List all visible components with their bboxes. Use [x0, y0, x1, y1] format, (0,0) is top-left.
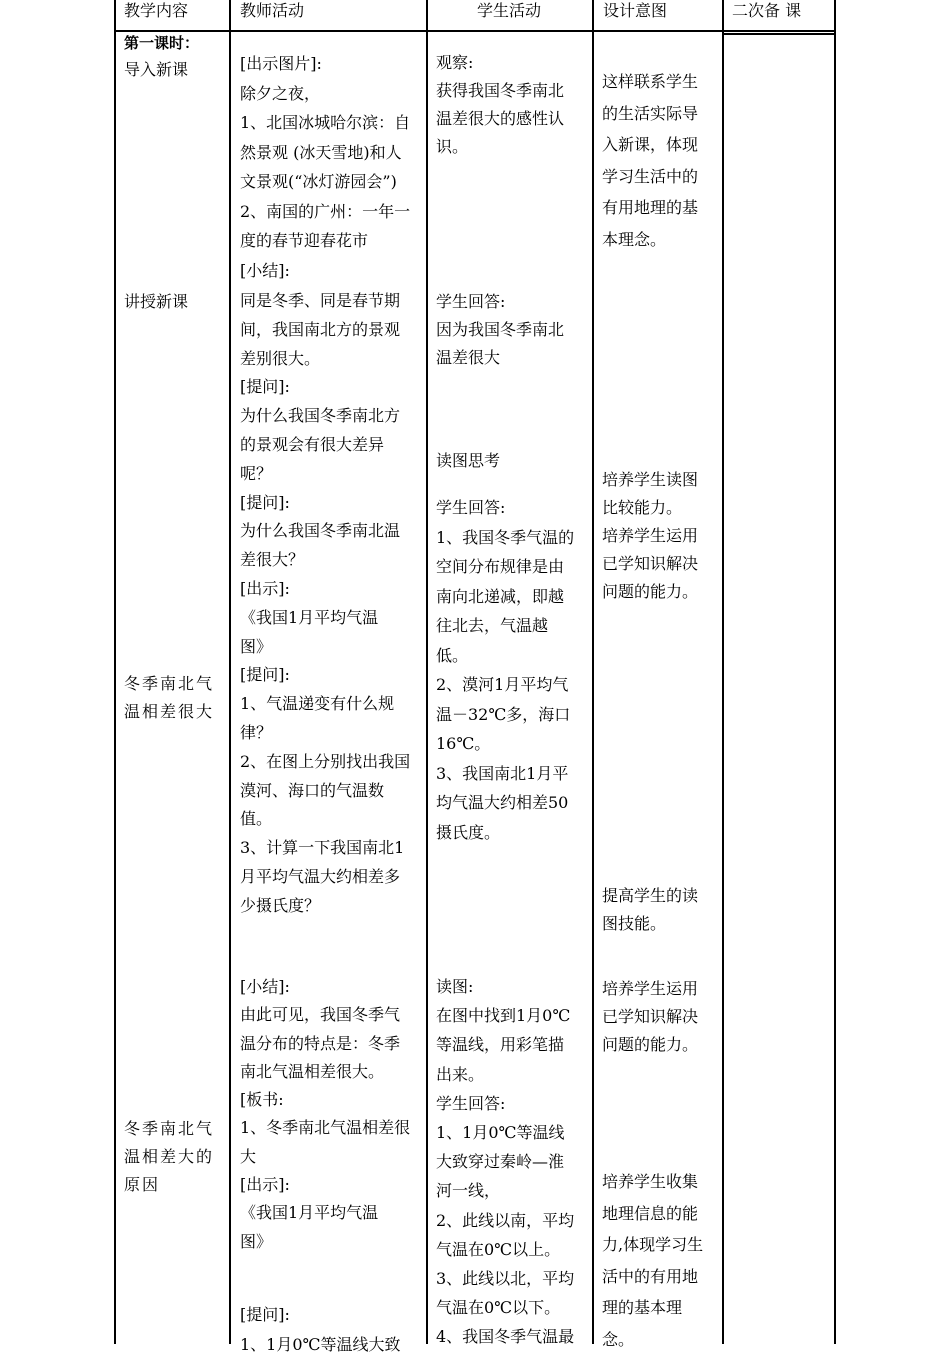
- text-line: 值。: [240, 809, 273, 829]
- section-teach: 讲授新课: [124, 292, 189, 311]
- text-line: 空间分布规律是由: [436, 557, 565, 576]
- design-intent-intro: [602, 66, 698, 255]
- text-line: 间，我国南北方的景观: [240, 319, 401, 339]
- text-line: 3、此线以北，平均: [436, 1269, 575, 1289]
- text-line: 地理信息的能: [602, 1203, 699, 1223]
- text-line: [板书:: [240, 1090, 284, 1110]
- header-divider: [114, 30, 836, 32]
- teacher-activity-intro: [240, 49, 410, 285]
- text-line: 理的基本理: [602, 1298, 683, 1317]
- text-line: 培养学生读图: [602, 470, 699, 489]
- text-line: 南向北递减，即越: [436, 586, 565, 606]
- column-divider: [229, 0, 231, 1344]
- text-line: 1、1月0℃等温线: [436, 1123, 565, 1143]
- text-line: 的生活实际导: [602, 103, 699, 123]
- text-line: 低。: [436, 645, 469, 665]
- text-line: 大致穿过秦岭—淮: [436, 1152, 565, 1172]
- text-line: 气温在0℃以下。: [436, 1298, 561, 1318]
- header-content: 教学内容: [124, 1, 189, 20]
- text-line: 学生回答:: [436, 1093, 506, 1113]
- text-line: 为什么我国冬季南北方: [240, 406, 401, 426]
- text-line: 图技能。: [602, 914, 667, 933]
- text-line: 均气温大约相差50: [436, 793, 569, 812]
- text-line: 律？: [240, 722, 273, 742]
- text-line: 图》: [240, 1231, 273, 1251]
- text-line: 温相差很大: [124, 702, 215, 721]
- text-line: 2、漠河1月平均气: [436, 675, 569, 694]
- text-line: 少摄氏度？: [240, 895, 321, 915]
- text-line: 念。: [602, 1329, 635, 1349]
- text-line: 温相差大的: [124, 1147, 215, 1166]
- column-divider: [722, 0, 724, 1344]
- text-line: [小结]:: [240, 977, 290, 996]
- topic-winter-temp-difference: [124, 670, 214, 726]
- text-line: 《我国1月平均气温: [240, 1203, 379, 1223]
- text-line: 图》: [240, 636, 273, 656]
- teacher-activity-summary: [240, 973, 410, 1256]
- text-line: 差很大？: [240, 550, 305, 570]
- text-line: 气温在0℃以上。: [436, 1239, 561, 1259]
- text-line: 文景观(“冰灯游园会”): [240, 172, 397, 191]
- text-line: 4、我国冬季气温最: [436, 1327, 575, 1347]
- text-line: 河一线，: [436, 1181, 501, 1201]
- lesson-label: 第一课时：: [124, 34, 200, 52]
- text-line: 16℃。: [436, 734, 491, 753]
- text-line: 温－32℃多，海口: [436, 704, 571, 724]
- text-line: 差别很大。: [240, 348, 321, 368]
- text-line: 的景观会有很大差异: [240, 434, 385, 454]
- text-line: 温差很大: [436, 348, 501, 367]
- text-line: 3、计算一下我国南北1: [240, 838, 405, 858]
- text-line: 入新课，体现: [602, 135, 699, 154]
- text-line: [提问]:: [240, 1305, 290, 1324]
- student-activity-observe: [436, 49, 564, 161]
- text-line: 1、北国冰城哈尔滨：自: [240, 113, 411, 132]
- text-line: 比较能力。: [602, 498, 683, 517]
- text-line: 度的春节迎春花市: [240, 231, 369, 250]
- design-intent-apply-knowledge: [602, 975, 698, 1059]
- text-line: 漠河、海口的气温数: [240, 780, 385, 800]
- table-border-right: [834, 0, 836, 1344]
- text-line: 获得我国冬季南北: [436, 81, 565, 100]
- text-line: 本理念。: [602, 229, 667, 249]
- text-line: 1、气温递变有什么规: [240, 694, 395, 714]
- student-activity-answers-2: [436, 972, 574, 1352]
- teacher-activity-questions: [240, 287, 410, 921]
- text-line: 1、1月0℃等温线大致: [240, 1335, 401, 1354]
- text-line: 学习生活中的: [602, 166, 699, 186]
- text-line: 出来。: [436, 1064, 485, 1084]
- text-line: 活中的有用地: [602, 1266, 699, 1286]
- text-line: 在图中找到1月0℃: [436, 1006, 571, 1026]
- text-line: 问题的能力。: [602, 582, 699, 601]
- text-line: 培养学生运用: [602, 526, 699, 545]
- text-line: 大: [240, 1146, 257, 1166]
- student-activity-answer: [436, 288, 564, 372]
- topic-difference-causes: [124, 1115, 214, 1199]
- text-line: 1、我国冬季气温的: [436, 527, 575, 547]
- text-line: 培养学生收集: [602, 1172, 699, 1191]
- text-line: 《我国1月平均气温: [240, 607, 379, 627]
- text-line: 学生回答:: [436, 292, 506, 311]
- text-line: 2、在图上分别找出我国: [240, 751, 411, 771]
- text-line: [提问]:: [240, 492, 290, 512]
- text-line: 然景观 (冰天雪地)和人: [240, 142, 402, 162]
- text-line: 因为我国冬季南北: [436, 320, 565, 339]
- text-line: 温分布的特点是：冬季: [240, 1033, 401, 1053]
- text-line: 问题的能力。: [602, 1035, 699, 1054]
- text-line: 往北去，气温越: [436, 616, 549, 635]
- design-intent-map-reading: [602, 466, 698, 606]
- text-line: 冬季南北气: [124, 1119, 215, 1138]
- text-line: 南北气温相差很大。: [240, 1061, 385, 1081]
- text-line: 2、此线以南，平均: [436, 1210, 575, 1230]
- text-line: 学生回答:: [436, 498, 506, 517]
- text-line: [小结]:: [240, 260, 290, 280]
- text-line: 为什么我国冬季南北温: [240, 521, 401, 541]
- text-line: 已学知识解决: [602, 554, 699, 573]
- text-line: [出示图片]:: [240, 54, 322, 73]
- text-line: 识。: [436, 137, 469, 156]
- text-line: 冬季南北气: [124, 674, 215, 693]
- text-line: 观察:: [436, 53, 474, 72]
- header-second-prep: 二次备 课: [732, 1, 802, 20]
- text-line: 摄氏度。: [436, 822, 501, 842]
- design-intent-map-skill: [602, 882, 698, 938]
- text-line: 2、南国的广州：一年一: [240, 201, 411, 221]
- text-line: 力,体现学习生: [602, 1235, 704, 1254]
- header-intent: 设计意图: [603, 1, 668, 20]
- text-line: 读图:: [436, 977, 474, 996]
- text-line: 1、冬季南北气温相差很: [240, 1118, 411, 1138]
- column-divider: [592, 0, 594, 1344]
- header-student: 学生活动: [477, 1, 542, 20]
- text-line: 除夕之夜，: [240, 83, 321, 103]
- design-intent-information: [602, 1166, 703, 1355]
- text-line: 等温线，用彩笔描: [436, 1035, 565, 1055]
- text-line: 月平均气温大约相差多: [240, 866, 401, 886]
- text-line: 温差很大的感性认: [436, 109, 565, 128]
- teacher-activity-question-isotherm: [240, 1300, 400, 1360]
- student-activity-answers-1: [436, 493, 574, 847]
- text-line: 3、我国南北1月平: [436, 763, 569, 783]
- text-line: 这样联系学生: [602, 72, 699, 91]
- student-activity-read-map: [436, 447, 500, 475]
- section-intro: 导入新课: [124, 60, 189, 79]
- text-line: 提高学生的读: [602, 886, 699, 905]
- text-line: 呢？: [240, 463, 273, 483]
- text-line: 培养学生运用: [602, 979, 699, 998]
- text-line: [提问]:: [240, 377, 290, 397]
- table-border-left: [114, 0, 116, 1344]
- text-line: [出示]:: [240, 1175, 290, 1195]
- text-line: 已学知识解决: [602, 1007, 699, 1026]
- text-line: [出示]:: [240, 578, 290, 598]
- text-line: 同是冬季、同是春节期: [240, 291, 401, 310]
- text-line: 有用地理的基: [602, 198, 699, 217]
- header-teacher: 教师活动: [240, 1, 305, 20]
- text-line: 由此可见，我国冬季气: [240, 1005, 401, 1025]
- column-divider: [426, 0, 428, 1344]
- text-line: [提问]:: [240, 665, 290, 685]
- header-divider: [722, 33, 836, 35]
- text-line: 读图思考: [436, 451, 501, 470]
- text-line: 原因: [124, 1175, 161, 1194]
